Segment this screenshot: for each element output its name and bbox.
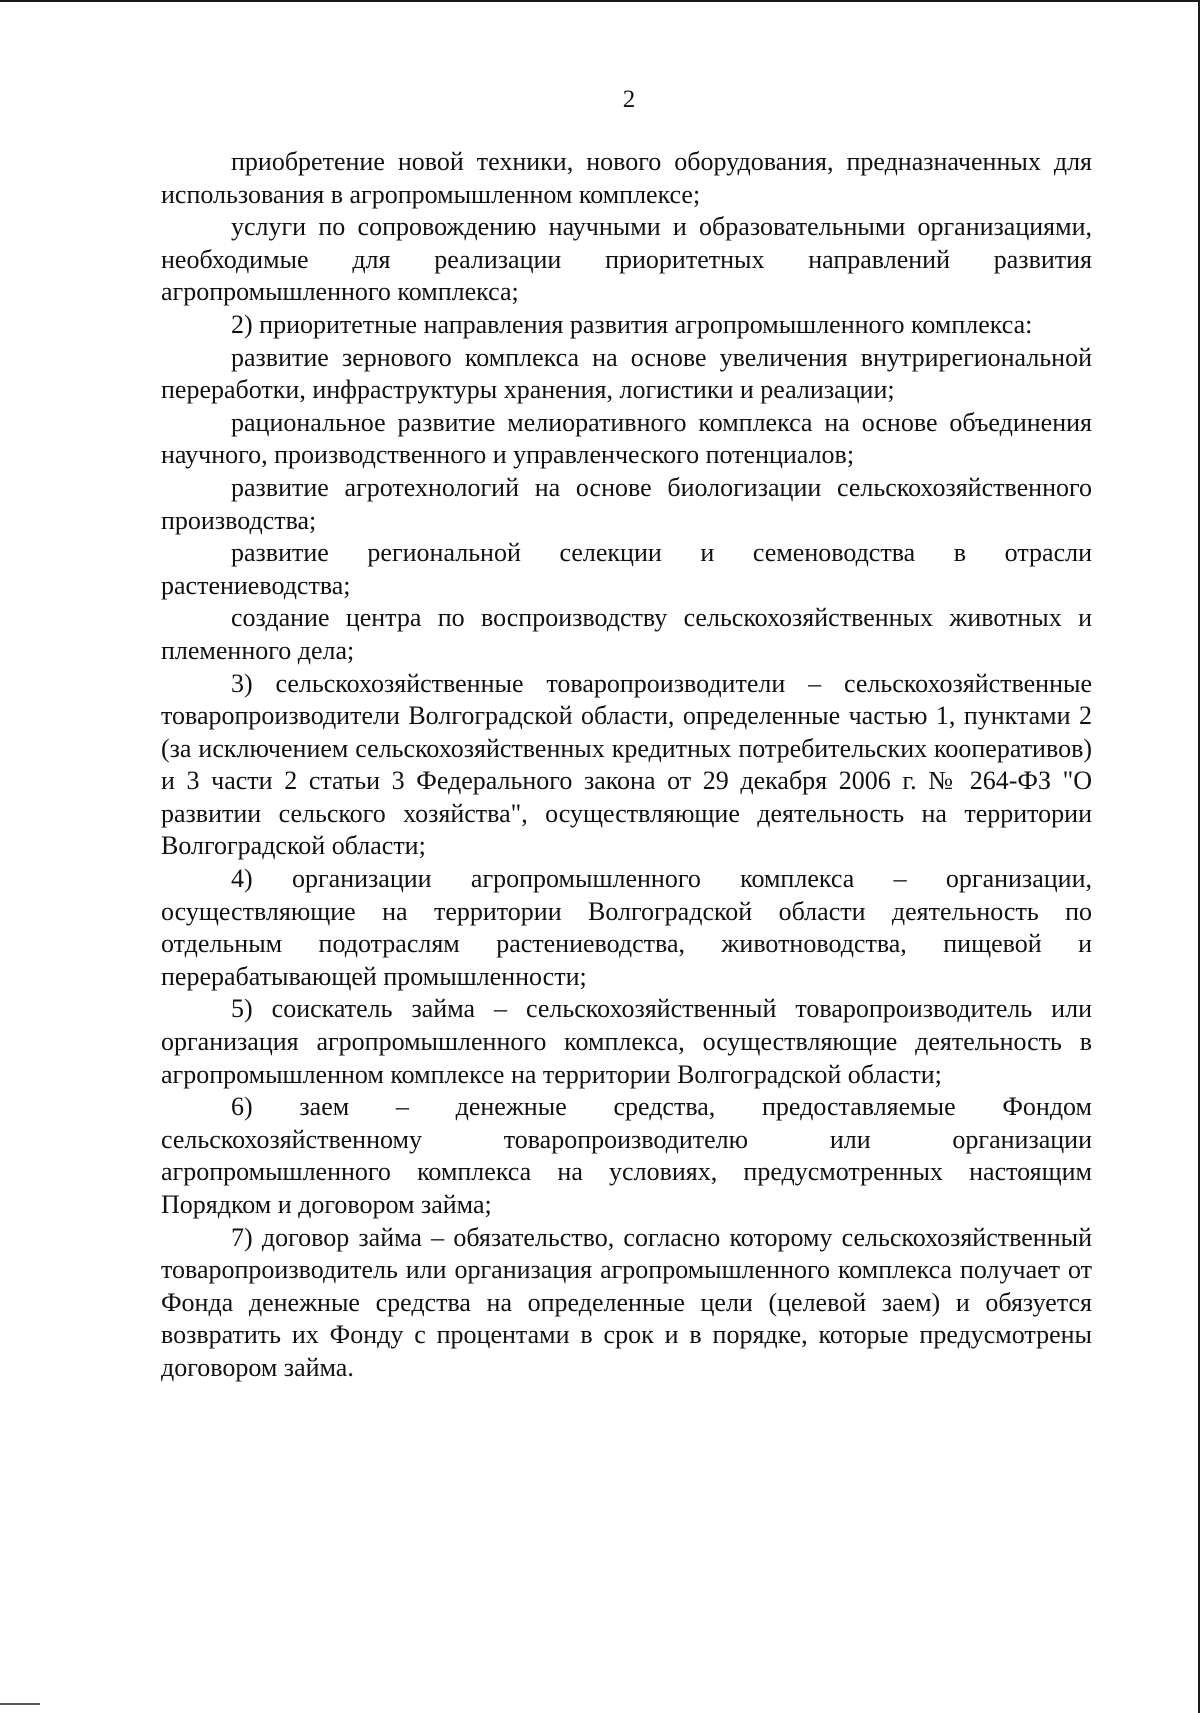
paragraph-equipment: приобретение новой техники, нового оборудования, предназначенных для использования в агропромышленном комплексе; <box>161 147 1092 209</box>
paragraph-producers: 3) сельскохозяйственные товаропроизводители – сельскохозяйственные товаропроизводители Волгоградской области, определенные частью 1, пунктами 2 (за исключением сельскохозяйственных кредитных потребительских кооперативов) и 3 части 2 статьи 3 Федерального закона от 29 декабря 2006 г. № 264-ФЗ "О развитии сельского хозяйства", осуществляющие деятельность на территории Волгоградской области; <box>161 668 1092 861</box>
paragraph-loan-agreement: 7) договор займа – обязательство, согласно которому сельскохозяйственный товаропроизводитель или организация агропромышленного комплекса получает от Фонда денежные средства на определенные цели (целевой заем) и обязуется возвратить их Фонду с процентами в срок и в порядке, которые предусмотрены договором займа. <box>161 1222 1092 1382</box>
paragraph-loan-applicant: 5) соискатель займа – сельскохозяйственный товаропроизводитель или организация агропромышленного комплекса, осуществляющие деятельность в агропромышленном комплексе на территории Волгоградской области; <box>161 994 1092 1089</box>
paragraph-breeding-center: создание центра по воспроизводству сельскохозяйственных животных и племенного дела; <box>161 603 1092 665</box>
paragraph-selection: развитие региональной селекции и семеноводства в отрасли растениеводства; <box>161 538 1092 600</box>
page-number: 2 <box>622 86 636 113</box>
paragraph-organizations: 4) организации агропромышленного комплекса – организации, осуществляющие на территории Волгоградской области деятельность по отдельным подотраслям растениеводства, животноводства, пищевой и перерабатывающей промышленности; <box>161 864 1092 991</box>
document-body <box>161 146 1092 1385</box>
paragraph-agrotechnologies: развитие агротехнологий на основе биологизации сельскохозяйственного производства; <box>161 472 1092 535</box>
paragraph-grain-complex: развитие зернового комплекса на основе увеличения внутрирегиональной переработки, инфраструктуры хранения, логистики и реализации; <box>161 342 1092 405</box>
paragraph-melioration: рациональное развитие мелиоративного комплекса на основе объединения научного, производственного и управленческого потенциалов; <box>161 407 1092 470</box>
paragraph-priority-directions: 2) приоритетные направления развития агропромышленного комплекса: <box>231 309 1033 339</box>
paragraph-loan: 6) заем – денежные средства, предоставляемые Фондом сельскохозяйственному товаропроизводителю или организации агропромышленного комплекса на условиях, предусмотренных настоящим Порядком и договором займа; <box>161 1092 1092 1219</box>
paragraph-services: услуги по сопровождению научными и образовательными организациями, необходимые для реализации приоритетных направлений развития агропромышленного комплекса; <box>161 212 1092 307</box>
scan-edge-mark <box>0 1703 40 1705</box>
